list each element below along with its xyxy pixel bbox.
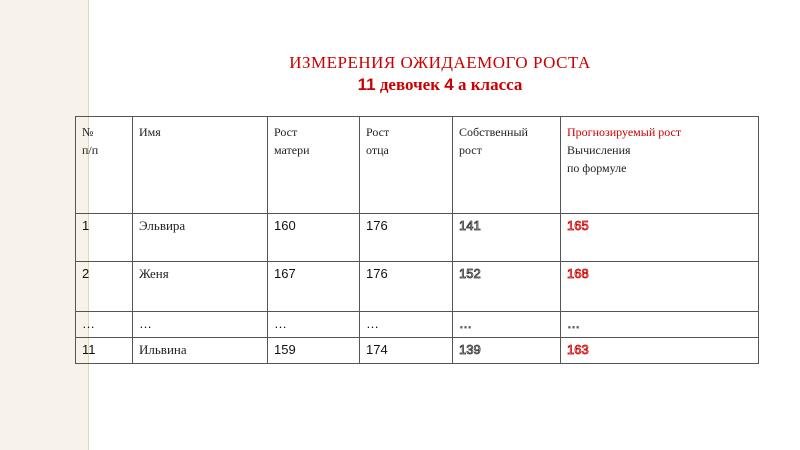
growth-table — [75, 116, 759, 364]
header-forecast-line1: Прогнозируемый рост — [567, 125, 682, 139]
cell-number: 11 — [76, 338, 133, 364]
header-mother-line2: матери — [274, 143, 310, 157]
cell-own-height: 152 — [453, 262, 561, 312]
cell-name: … — [133, 312, 268, 338]
cell-number: … — [76, 312, 133, 338]
cell-forecast-height: 168 — [561, 262, 759, 312]
header-own-line1: Собственный — [459, 125, 528, 139]
header-forecast-line2: Вычисления — [567, 143, 631, 157]
cell-father-height: … — [360, 312, 453, 338]
header-own-height — [453, 117, 561, 214]
slide-title — [150, 52, 730, 96]
cell-forecast-height: … — [561, 312, 759, 338]
cell-number: 2 — [76, 262, 133, 312]
cell-name: Эльвира — [133, 214, 268, 262]
title-text-b: а класса — [453, 75, 523, 94]
table-row — [76, 338, 759, 364]
cell-father-height: 176 — [360, 262, 453, 312]
cell-forecast-height: 165 — [561, 214, 759, 262]
cell-mother-height: 160 — [268, 214, 360, 262]
header-number — [76, 117, 133, 214]
header-number-line2: п/п — [82, 143, 99, 157]
header-name — [133, 117, 268, 214]
table-row — [76, 312, 759, 338]
header-father-line1: Рост — [366, 125, 390, 139]
header-father-height — [360, 117, 453, 214]
header-forecast-line3: по формуле — [567, 161, 627, 175]
cell-number: 1 — [76, 214, 133, 262]
cell-own-height: … — [453, 312, 561, 338]
cell-mother-height: 167 — [268, 262, 360, 312]
header-forecast-height — [561, 117, 759, 214]
header-name-line1: Имя — [139, 125, 161, 139]
cell-mother-height: … — [268, 312, 360, 338]
header-father-line2: отца — [366, 143, 389, 157]
title-text-a: девочек — [375, 75, 445, 94]
table-header-row — [76, 117, 759, 214]
title-line-2 — [150, 74, 730, 96]
cell-forecast-height: 163 — [561, 338, 759, 364]
header-mother-height — [268, 117, 360, 214]
table-row — [76, 214, 759, 262]
title-grade: 4 — [444, 75, 454, 94]
header-number-line1: № — [82, 125, 94, 139]
table-row — [76, 262, 759, 312]
cell-father-height: 174 — [360, 338, 453, 364]
cell-name: Женя — [133, 262, 268, 312]
title-line-1: ИЗМЕРЕНИЯ ОЖИДАЕМОГО РОСТА — [289, 53, 591, 72]
header-own-line2: рост — [459, 143, 482, 157]
cell-own-height: 141 — [453, 214, 561, 262]
header-mother-line1: Рост — [274, 125, 298, 139]
cell-name: Ильвина — [133, 338, 268, 364]
cell-mother-height: 159 — [268, 338, 360, 364]
cell-father-height: 176 — [360, 214, 453, 262]
title-count: 11 — [357, 75, 376, 94]
cell-own-height: 139 — [453, 338, 561, 364]
